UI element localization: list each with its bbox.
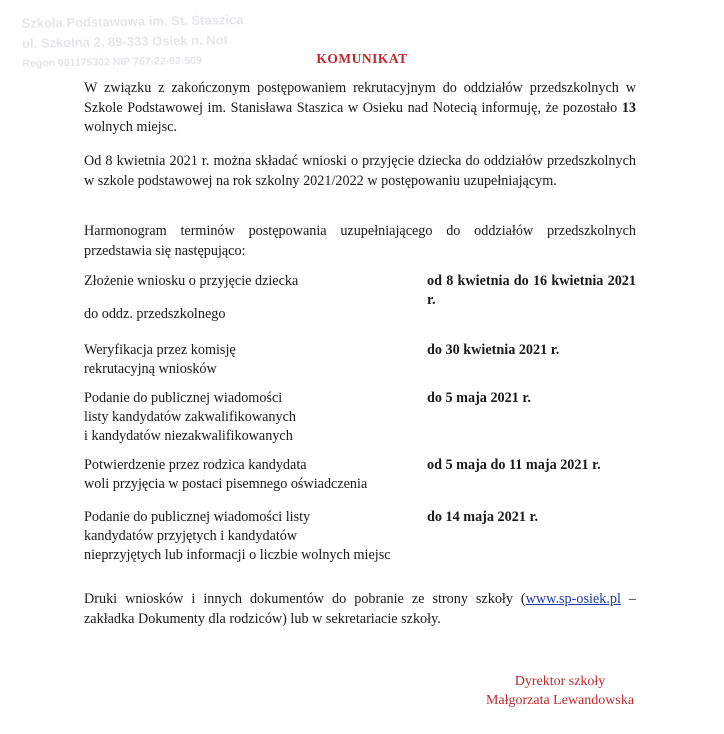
page-title: KOMUNIKAT: [316, 51, 408, 66]
intro-text-end: wolnych miejsc.: [84, 119, 177, 135]
schedule-label-extra: do oddz. przedszkolnego: [84, 306, 226, 322]
schedule-date: od 5 maja do 11 maja 2021 r.: [427, 457, 601, 473]
stamp-line-1: Szkoła Podstawowa im. St. Staszica: [21, 11, 244, 31]
intro-text-start: W związku z zakończonym postępowaniem rekrutacyjnym do oddziałów przedszkolnych w Szkole Podstawowej im. Stanisława Staszica w Osieku nad Notecią informuję, że pozostało: [84, 80, 636, 116]
application-paragraph: Od 8 kwietnia 2021 r. można składać wnioski o przyjęcie dziecka do oddziałów przedszkolnych w szkole podstawowej na rok szkolny 2021/2022 w postępowaniu uzupełniającym.: [84, 153, 636, 189]
schedule-label: Weryfikacja przez komisję rekrutacyjną wniosków: [84, 342, 236, 377]
schedule-intro-paragraph: Harmonogram terminów postępowania uzupełniającego do oddziałów przedszkolnych przedstawia się następująco:: [84, 223, 636, 259]
downloads-text-start: Druki wniosków i innych dokumentów do pobranie ze strony szkoły (: [84, 591, 526, 607]
signature-name: Małgorzata Lewandowska: [485, 693, 635, 708]
free-places-count: 13: [621, 99, 636, 116]
downloads-paragraph: [84, 590, 636, 629]
signature-block: [470, 672, 650, 710]
schedule-date: do 5 maja 2021 r.: [427, 390, 531, 406]
schedule-date: do 14 maja 2021 r.: [427, 509, 539, 525]
intro-paragraph: [84, 79, 636, 138]
downloads-text-end: – zakładka Dokumenty dla rodziców) lub w sekretariacie szkoły.: [84, 591, 636, 627]
stamp-line-2: ul. Szkolna 2, 89-333 Osiek n. Not: [21, 32, 229, 51]
school-website-link[interactable]: www.sp-osiek.pl: [525, 591, 621, 607]
schedule-label: Potwierdzenie przez rodzica kandydata woli przyjęcia w postaci pisemnego oświadczenia: [84, 457, 368, 492]
schedule-label: Złożenie wniosku o przyjęcie dziecka: [84, 273, 299, 289]
schedule-date: do 30 kwietnia 2021 r.: [427, 342, 560, 358]
signature-role: Dyrektor szkoły: [514, 674, 606, 689]
schedule-label: Podanie do publicznej wiadomości listy kandydatów przyjętych i kandydatów nieprzyjętych lub informacji o liczbie wolnych miejsc: [84, 509, 391, 563]
schedule-label: Podanie do publicznej wiadomości listy kandydatów zakwalifikowanych i kandydatów niezakwalifikowanych: [84, 390, 296, 444]
schedule-date: od 8 kwietnia do 16 kwietnia 2021 r.: [427, 273, 636, 308]
stamp-line-3: Regon 001175302 NIP 767-22-62-509: [22, 54, 203, 70]
